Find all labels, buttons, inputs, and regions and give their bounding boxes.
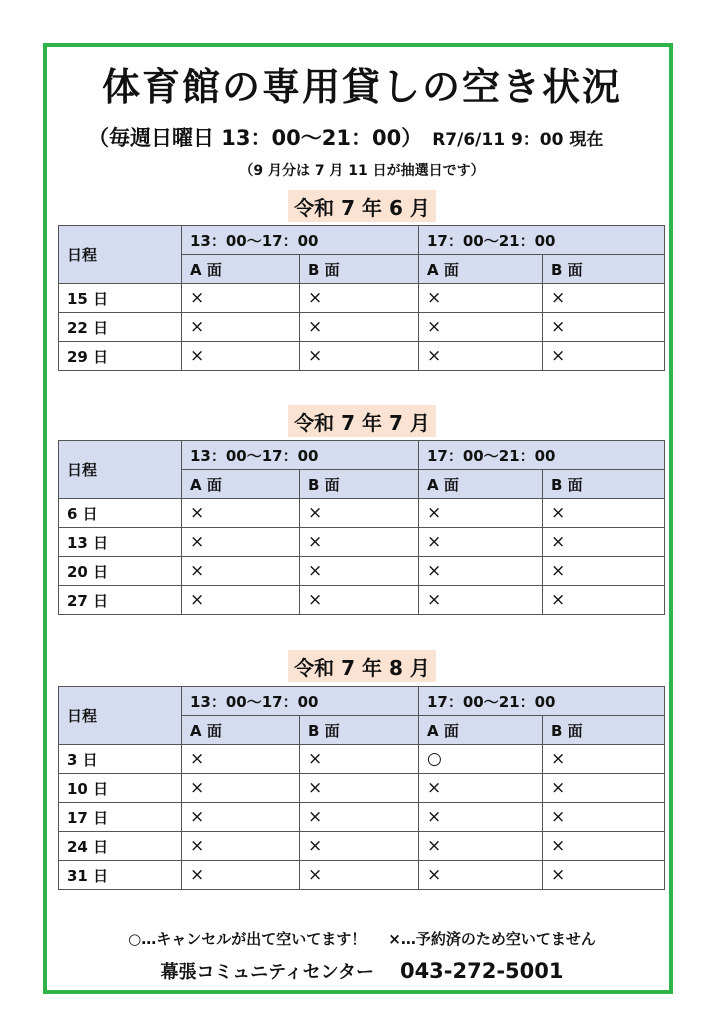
legend-available: ○…キャンセルが出て空いてます！	[128, 930, 367, 948]
availability-mark: ×	[419, 832, 543, 861]
day-cell: 6 日	[59, 499, 182, 528]
slot-header-evening: 17：00～21：00	[419, 226, 665, 255]
schedule-table-july	[58, 440, 665, 615]
schedule-subtitle	[88, 122, 603, 152]
availability-mark: ×	[300, 499, 419, 528]
month-label: 令和 7 年 8 月	[288, 650, 436, 682]
availability-mark: ×	[182, 803, 300, 832]
availability-mark: ×	[543, 557, 665, 586]
court-header: A 面	[419, 255, 543, 284]
day-cell: 27 日	[59, 586, 182, 615]
as-of-timestamp: R7/6/11 9：00 現在	[432, 130, 604, 150]
day-column-header: 日程	[59, 687, 182, 745]
day-column-header: 日程	[59, 441, 182, 499]
table-header-row	[59, 687, 665, 716]
legend-reserved: ×…予約済のため空いてません	[388, 930, 596, 948]
court-header: A 面	[419, 470, 543, 499]
availability-mark: ×	[419, 586, 543, 615]
month-heading-july	[0, 405, 724, 437]
availability-mark: ×	[300, 586, 419, 615]
availability-mark: ×	[543, 832, 665, 861]
availability-mark: ×	[300, 745, 419, 774]
day-cell: 15 日	[59, 284, 182, 313]
slot-header-evening: 17：00～21：00	[419, 441, 665, 470]
lottery-note: （9 月分は 7 月 11 日が抽選日です）	[239, 163, 485, 179]
availability-mark: ×	[182, 557, 300, 586]
day-cell: 24 日	[59, 832, 182, 861]
day-cell: 20 日	[59, 557, 182, 586]
court-header: B 面	[300, 470, 419, 499]
month-heading-june	[0, 190, 724, 222]
availability-mark: ×	[419, 803, 543, 832]
footer	[0, 958, 724, 984]
availability-mark: ×	[543, 284, 665, 313]
availability-mark: ×	[419, 342, 543, 371]
court-header: A 面	[182, 716, 300, 745]
table-row	[59, 861, 665, 890]
availability-mark: ×	[419, 774, 543, 803]
day-column-header: 日程	[59, 226, 182, 284]
court-header: B 面	[300, 716, 419, 745]
month-label: 令和 7 年 7 月	[288, 405, 436, 437]
availability-mark: ×	[182, 832, 300, 861]
availability-mark: ×	[419, 528, 543, 557]
availability-mark: ×	[182, 586, 300, 615]
availability-mark: ×	[182, 745, 300, 774]
availability-mark: ×	[300, 557, 419, 586]
availability-mark: ×	[182, 861, 300, 890]
availability-mark: ×	[419, 284, 543, 313]
month-label: 令和 7 年 6 月	[288, 190, 436, 222]
table-row	[59, 745, 665, 774]
table-row	[59, 557, 665, 586]
availability-mark: ×	[182, 342, 300, 371]
slot-header-afternoon: 13：00～17：00	[182, 441, 419, 470]
availability-mark: ×	[300, 528, 419, 557]
availability-mark: ×	[543, 313, 665, 342]
table-row	[59, 586, 665, 615]
availability-mark: ×	[182, 774, 300, 803]
availability-mark: ×	[543, 745, 665, 774]
availability-mark: ×	[419, 861, 543, 890]
slot-header-afternoon: 13：00～17：00	[182, 226, 419, 255]
slot-header-afternoon: 13：00～17：00	[182, 687, 419, 716]
availability-mark: ×	[182, 499, 300, 528]
subtitle-hours: （毎週日曜日 13：00～21：00）	[88, 126, 423, 150]
availability-mark: ×	[419, 499, 543, 528]
availability-mark: ×	[300, 861, 419, 890]
day-cell: 3 日	[59, 745, 182, 774]
court-header: B 面	[543, 255, 665, 284]
court-header: B 面	[543, 470, 665, 499]
day-cell: 22 日	[59, 313, 182, 342]
table-row	[59, 499, 665, 528]
court-header: A 面	[182, 470, 300, 499]
availability-mark: ×	[419, 313, 543, 342]
availability-mark: ×	[419, 557, 543, 586]
availability-mark: ×	[300, 342, 419, 371]
availability-mark: ×	[300, 313, 419, 342]
table-header-row	[59, 441, 665, 470]
day-cell: 17 日	[59, 803, 182, 832]
table-row	[59, 774, 665, 803]
slot-header-evening: 17：00～21：00	[419, 687, 665, 716]
day-cell: 29 日	[59, 342, 182, 371]
court-header: B 面	[300, 255, 419, 284]
table-row	[59, 528, 665, 557]
availability-mark: ×	[543, 861, 665, 890]
court-header: B 面	[543, 716, 665, 745]
table-row	[59, 313, 665, 342]
availability-mark: ×	[543, 774, 665, 803]
table-row	[59, 284, 665, 313]
center-name: 幕張コミュニティセンター	[160, 962, 374, 983]
availability-mark: ×	[182, 284, 300, 313]
day-cell: 10 日	[59, 774, 182, 803]
page-title: 体育館の専用貸しの空き状況	[101, 65, 622, 109]
availability-mark: ×	[182, 313, 300, 342]
table-row	[59, 342, 665, 371]
court-header: A 面	[182, 255, 300, 284]
availability-mark: ×	[300, 284, 419, 313]
availability-mark: ×	[300, 803, 419, 832]
availability-mark: ×	[543, 528, 665, 557]
legend	[0, 928, 724, 949]
availability-mark: ×	[543, 342, 665, 371]
availability-mark: ×	[300, 832, 419, 861]
day-cell: 13 日	[59, 528, 182, 557]
availability-mark: ○	[419, 745, 543, 774]
schedule-table-august	[58, 686, 665, 890]
availability-mark: ×	[543, 803, 665, 832]
table-header-row	[59, 226, 665, 255]
availability-mark: ×	[300, 774, 419, 803]
schedule-table-june	[58, 225, 665, 371]
court-header: A 面	[419, 716, 543, 745]
table-row	[59, 803, 665, 832]
table-row	[59, 832, 665, 861]
phone-number: 043-272-5001	[399, 959, 564, 983]
availability-mark: ×	[182, 528, 300, 557]
availability-mark: ×	[543, 499, 665, 528]
availability-mark: ×	[543, 586, 665, 615]
day-cell: 31 日	[59, 861, 182, 890]
month-heading-august	[0, 650, 724, 682]
